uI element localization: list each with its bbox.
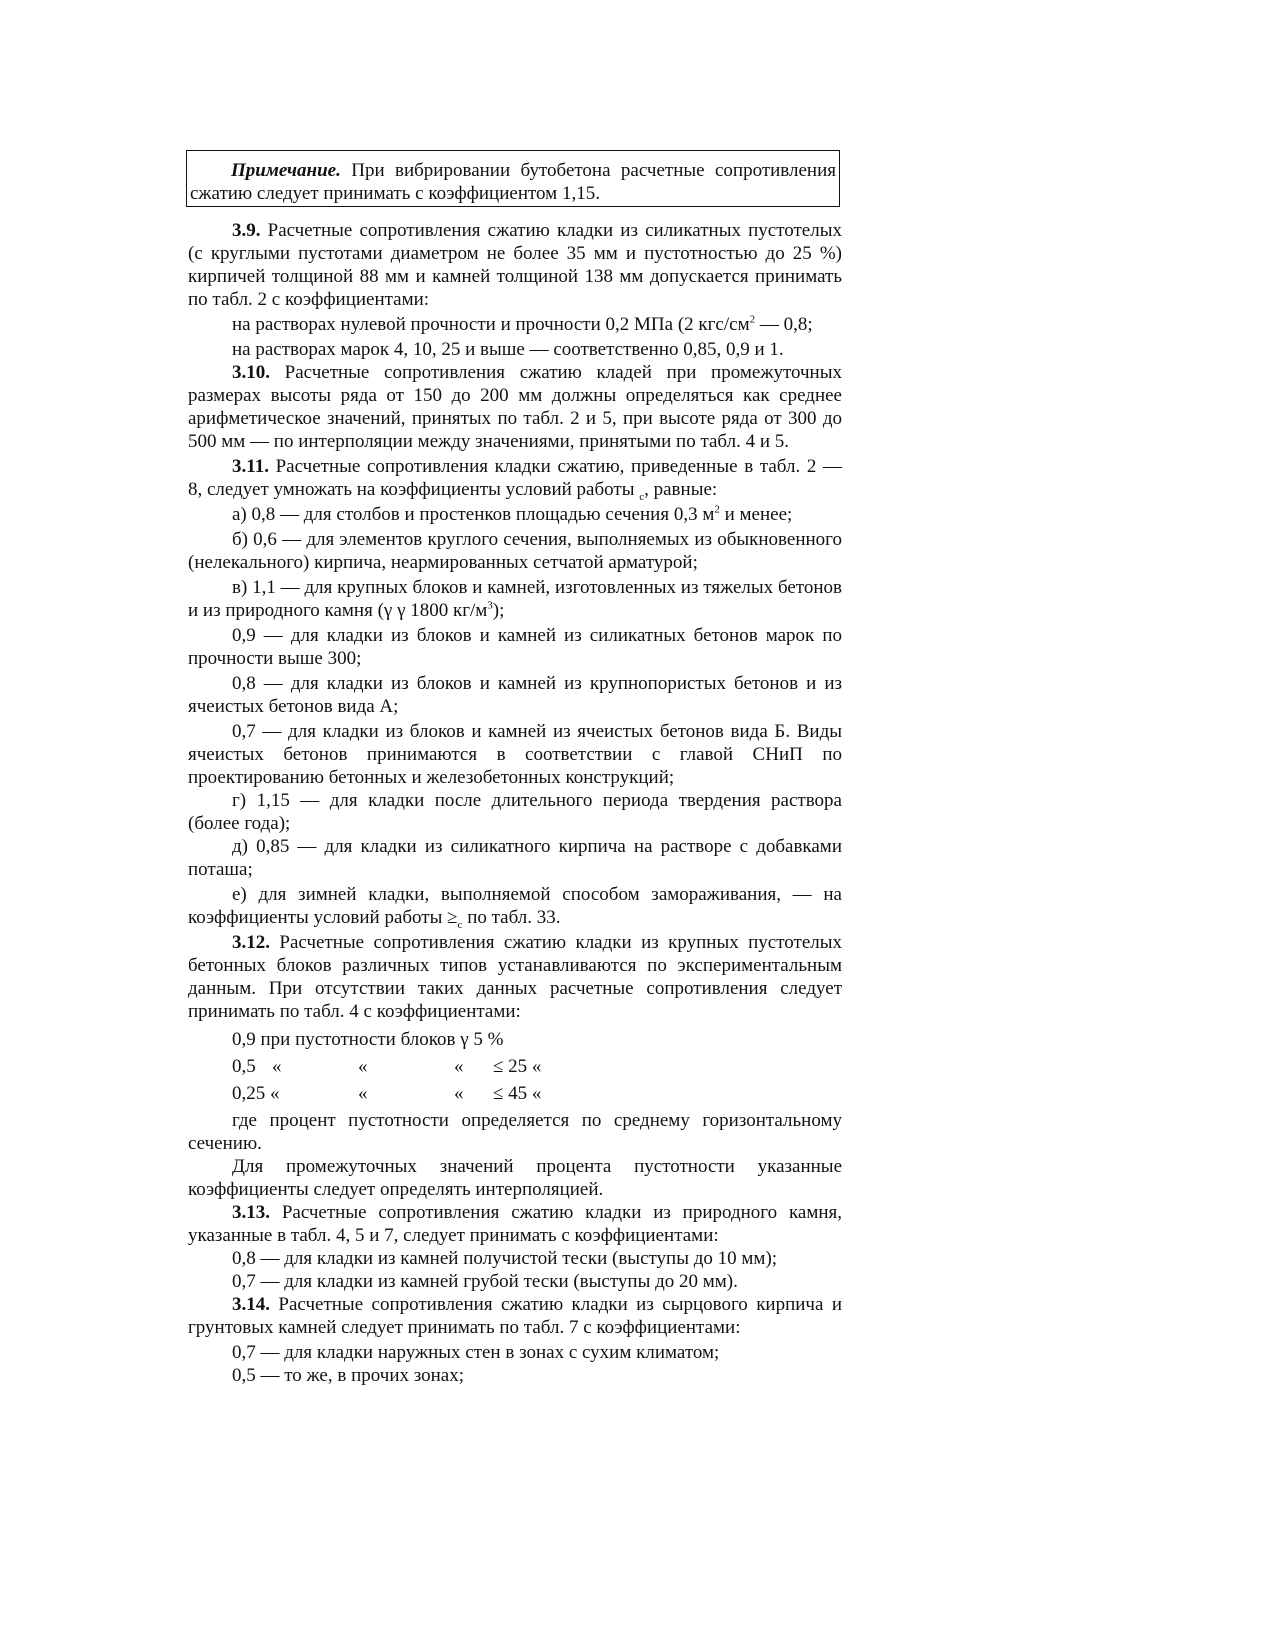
coefficient-row-2 [232, 1055, 842, 1082]
item-text: Для промежуточных значений процента пустотности указанные коэффициенты следует определять интерполяцией. [188, 1156, 842, 1200]
subscript: c [639, 490, 645, 503]
section-3-9-item-2 [188, 338, 842, 361]
subscript: c [457, 918, 463, 931]
section-number: 3.10. [232, 362, 270, 383]
section-number: 3.12. [232, 932, 270, 953]
row-limit: ≤ 45 « [493, 1083, 542, 1104]
section-3-12-note-2 [188, 1155, 842, 1201]
section-number: 3.13. [232, 1202, 270, 1223]
item-text: б) 0,6 — для элементов круглого сечения, выполняемых из обыкновенного (нелекального) кирпича, неармированных сетчатой арматурой; [188, 529, 842, 573]
section-text: Расчетные сопротивления сжатию кладей при промежуточных размерах высоты ряда от 150 до 200 мм должны определяться как среднее арифметическое значений, принятых по табл. 2 и 5, при высоте ряда от 300 до 500 мм — по интерполяции между значениями, принятыми по табл. 4 и 5. [188, 362, 842, 452]
section-number: 3.11. [232, 456, 269, 477]
superscript: 2 [749, 313, 756, 326]
section-3-13 [188, 1201, 842, 1247]
row-limit: ≤ 25 « [493, 1056, 542, 1077]
section-3-14-item-1 [188, 1341, 842, 1364]
item-text: 0,5 — то же, в прочих зонах; [232, 1365, 465, 1386]
section-3-11-item-c [188, 576, 842, 622]
ditto-mark: « [358, 1056, 368, 1077]
superscript: 3 [487, 599, 493, 612]
ditto-mark: « [454, 1056, 464, 1077]
row-text: 0,9 при пустотности блоков γ 5 % [232, 1029, 504, 1050]
item-text: 0,8 — для кладки из камней получистой тески (выступы до 10 мм); [232, 1248, 778, 1269]
item-text: 0,7 — для кладки из блоков и камней из ячеистых бетонов вида Б. Виды ячеистых бетонов принимаются в соответствии с главой СНиП по проектированию бетонных и железобетонных конструкций; [188, 721, 842, 788]
section-3-11-item-f [188, 883, 842, 929]
section-3-11-item-d [188, 789, 842, 835]
item-text: по табл. 33. [462, 907, 561, 928]
section-number: 3.9. [232, 220, 261, 241]
ditto-mark: « [272, 1056, 282, 1077]
item-text: е) для зимней кладки, выполняемой способом замораживания, — на коэффициенты условий работы ≥ [188, 884, 842, 928]
section-text: Расчетные сопротивления сжатию кладки из силикатных пустотелых (с круглыми пустотами диаметром не более 35 мм и пустотностью до 25 %) кирпичей толщиной 88 мм и камней толщиной 138 мм допускается принимать по табл. 2 с коэффициентами: [188, 220, 842, 310]
item-text: г) 1,15 — для кладки после длительного периода твердения раствора (более года); [188, 790, 842, 834]
coefficient-row-3 [232, 1082, 842, 1109]
item-text: в) 1,1 — для крупных блоков и камней, изготовленных из тяжелых бетонов и из природного камня (γ γ 1800 кг/м [188, 577, 842, 621]
section-3-11-item-c3 [188, 672, 842, 718]
document-body [188, 150, 842, 1387]
row-value: 0,25 « [232, 1083, 280, 1104]
item-text: 0,9 — для кладки из блоков и камней из силикатных бетонов марок по прочности выше 300; [188, 625, 842, 669]
section-3-11 [188, 455, 842, 501]
ditto-mark: « [358, 1083, 368, 1104]
section-3-12-note-1 [188, 1109, 842, 1155]
section-3-11-item-c2 [188, 624, 842, 670]
section-3-13-item-2 [188, 1270, 842, 1293]
note-paragraph [190, 159, 836, 205]
section-3-14 [188, 1293, 842, 1339]
section-3-10 [188, 361, 842, 453]
section-3-11-item-c4 [188, 720, 842, 789]
item-text: д) 0,85 — для кладки из силикатного кирпича на растворе с добавками поташа; [188, 836, 842, 880]
item-text: на растворах марок 4, 10, 25 и выше — соответственно 0,85, 0,9 и 1. [232, 339, 784, 360]
superscript: 2 [714, 503, 720, 516]
item-text: 0,7 — для кладки из камней грубой тески (выступы до 20 мм). [232, 1271, 738, 1292]
section-text: , равные: [644, 479, 718, 500]
note-text: При вибрировании бутобетона расчетные сопротивления сжатию следует принимать с коэффициентом 1,15. [190, 160, 836, 204]
item-text: и менее; [719, 504, 793, 525]
section-3-11-item-b [188, 528, 842, 574]
item-text: 0,7 — для кладки наружных стен в зонах с сухим климатом; [232, 1342, 720, 1363]
coefficient-row-1 [232, 1028, 842, 1055]
item-text: где процент пустотности определяется по среднему горизонтальному сечению. [188, 1110, 842, 1154]
section-3-11-item-e [188, 835, 842, 881]
section-text: Расчетные сопротивления кладки сжатию, приведенные в табл. 2 — 8, следует умножать на коэффициенты условий работы [188, 456, 842, 500]
item-text: а) 0,8 — для столбов и простенков площадью сечения 0,3 м [232, 504, 715, 525]
section-3-13-item-1 [188, 1247, 842, 1270]
item-text: ); [492, 600, 505, 621]
item-text: на растворах нулевой прочности и прочности 0,2 МПа (2 кгс/см [232, 314, 750, 335]
section-3-11-item-a [188, 503, 842, 526]
section-3-9-item-1 [188, 313, 842, 336]
section-number: 3.14. [232, 1294, 270, 1315]
item-text: — 0,8; [755, 314, 813, 335]
section-3-14-item-2 [188, 1364, 842, 1387]
section-text: Расчетные сопротивления сжатию кладки из крупных пустотелых бетонных блоков различных типов устанавливаются по экспериментальным данным. При отсутствии таких данных расчетные сопротивления следует принимать по табл. 4 с коэффициентами: [188, 932, 842, 1022]
note-box [186, 150, 840, 207]
section-3-12 [188, 931, 842, 1023]
hollowness-coefficients [232, 1028, 842, 1109]
section-3-9 [188, 219, 842, 311]
row-value: 0,5 [232, 1056, 256, 1077]
section-text: Расчетные сопротивления сжатию кладки из природного камня, указанные в табл. 4, 5 и 7, следует принимать с коэффициентами: [188, 1202, 842, 1246]
ditto-mark: « [454, 1083, 464, 1104]
item-text: 0,8 — для кладки из блоков и камней из крупнопористых бетонов и из ячеистых бетонов вида А; [188, 673, 842, 717]
note-label: Примечание. [231, 160, 341, 181]
section-text: Расчетные сопротивления сжатию кладки из сырцового кирпича и грунтовых камней следует принимать по табл. 7 с коэффициентами: [188, 1294, 842, 1338]
